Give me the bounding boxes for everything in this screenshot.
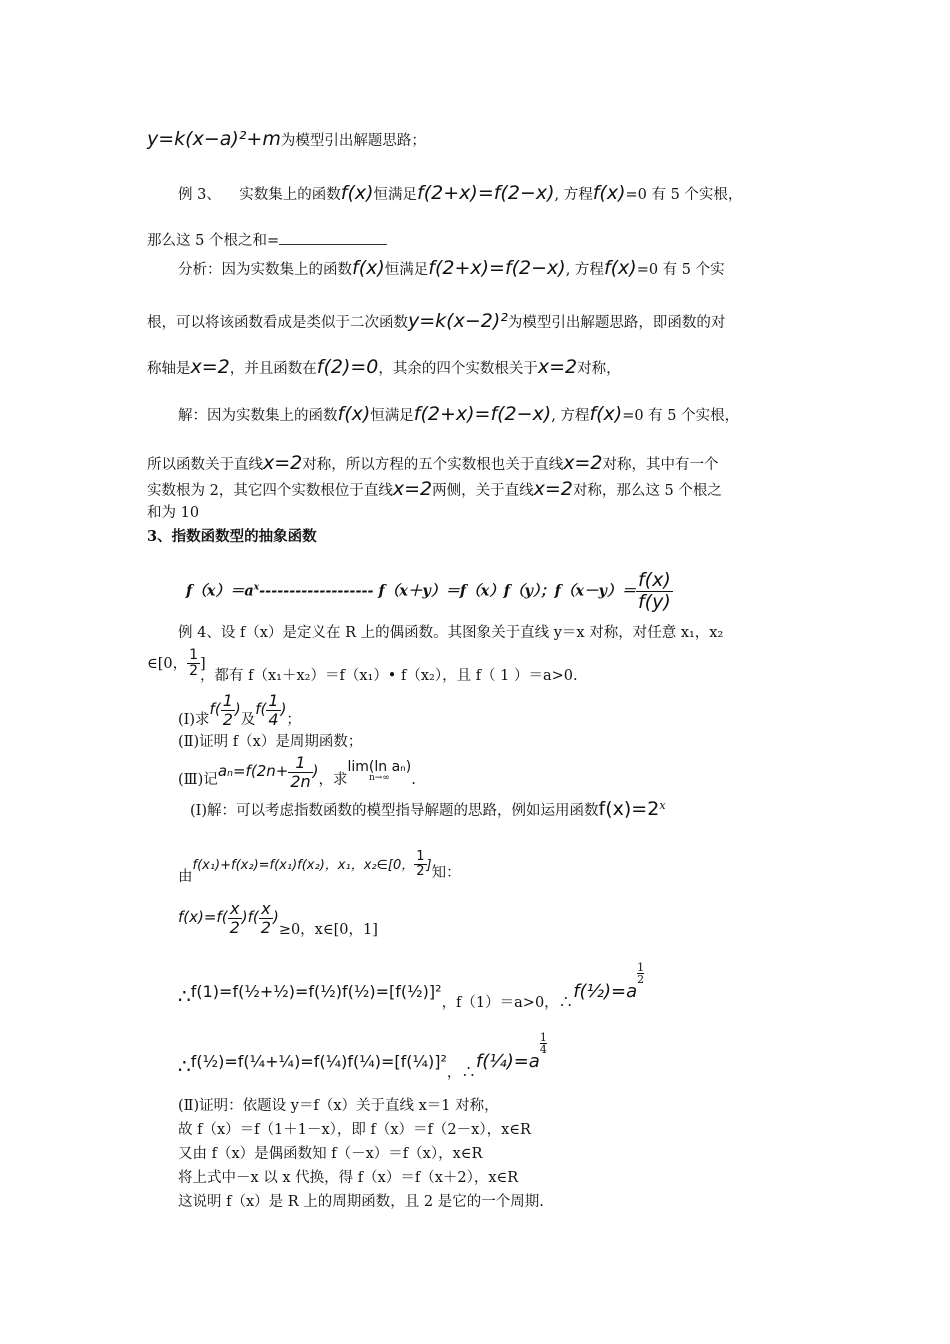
sol4-line-5 [178,1032,547,1082]
sol4-formula: f(½)=f(¼+¼)=f(¼)f(¼)=[f(¼)]² [190,1052,447,1071]
fraction-numerator: x [228,900,242,919]
fraction-denominator: 2 [637,973,645,986]
ex4-text: ； [286,712,301,729]
fraction-denominator: 2 [222,709,233,729]
proof-line-5: 这说明 f（x）是 R 上的周期函数，且 2 是它的一个周期. [178,1194,544,1210]
sol4-formula: ) [272,908,279,927]
limit-subscript: n→∞ [368,773,390,784]
fraction-numerator: f(x) [637,569,671,591]
proof-line-1: (Ⅱ)证明：依题设 y＝f（x）关于直线 x＝1 对称， [178,1098,499,1114]
sol4-text: 知： [431,864,461,881]
analysis-text: =0 有 5 个实 [636,262,725,278]
analysis-text: 为模型引出解题思路，即函数的对 [507,315,726,331]
ex4-line-1: 例 4、设 f（x）是定义在 R 上的偶函数。其图象关于直线 y＝x 对称，对任意 x₁，x₂ [178,625,724,641]
ex4-text: (Ⅰ)求 [178,712,210,729]
exp-formula-b: ------------------- f（x＋y）＝f（x）f（y）；f（x－y）＝ [259,582,636,600]
exp-formula-a: f（x）＝a [186,582,254,600]
solution-text: 所以函数关于直线 [147,457,263,473]
ex4-q1 [178,692,301,729]
fraction-denominator: 4 [539,1043,547,1056]
exp-formula-sup: x [253,582,260,593]
half-fraction [187,648,200,680]
q1-f: f( [255,700,267,719]
sol4-text: (Ⅰ)解：可以考虑指数函数的模型指导解题的思路，例如运用函数 [190,803,599,819]
ex4-text: (Ⅲ)记 [178,772,218,789]
sol4-formula: f(x)=2 [598,798,660,820]
ex4-text: ] [200,655,206,672]
sol4-text: ，f（1）＝a>0，∴ [441,995,574,1011]
proof-line-4: 将上式中－x 以 x 代换，得 f（x）＝f（x＋2），x∈R [178,1170,519,1186]
solution-formula: x=2 [563,452,603,474]
ex3-text: =0 有 5 个实根， [625,187,743,203]
exponent-half [637,962,644,985]
analysis-fx2: f(x) [603,257,637,279]
therefore-symbol: ∴ [178,1054,191,1078]
fraction-denominator: 2 [229,917,240,937]
solution-line-4 [147,505,199,522]
intro-text: 为模型引出解题思路； [280,133,426,149]
solution-text: 实数根为 2，其它四个实数根位于直线 [147,483,393,499]
ex4-line-2 [147,648,206,680]
sol4-formula: f(1)=f(½+½)=f(½)f(½)=[f(½)]² [190,982,442,1001]
q1-paren: ) [234,700,241,719]
ex3-line-1 [178,182,742,205]
ex4-line-3: ，都有 f（x₁＋x₂）＝f（x₁）• f（x₂），且 f（ 1 ）＝a>0. [200,668,578,684]
sol4-result: f(½)=a [573,981,638,1002]
solution-text: 两侧，关于直线 [432,483,534,499]
solution-fx2: f(x) [589,403,623,425]
ex4-text: 及 [240,712,256,729]
fraction-numerator: x [259,900,273,919]
analysis-text: 恒满足 [384,262,429,278]
fraction-numerator: 1 [222,691,233,710]
sol4-line-2 [178,850,461,886]
sol4-line-3 [178,900,378,939]
solution-formula: x=2 [263,452,303,474]
proof-line-3: 又由 f（x）是偶函数知 f（－x）＝f（x），x∈R [178,1146,483,1162]
solution-line-1 [178,403,739,426]
q3-paren: ) [312,762,319,781]
analysis-line-1 [178,257,725,280]
solution-text: 对称，其中有一个 [602,457,719,473]
analysis-line-3 [147,356,621,379]
ex3-text: 恒满足 [373,187,418,203]
ex4-text: ∈[0， [147,655,188,672]
answer-blank[interactable] [279,232,387,245]
solution-formula: x=2 [392,478,433,500]
proof-line-2: 故 f（x）＝f（1＋1－x），即 f（x）＝f（2－x），x∈R [178,1122,531,1138]
fraction-numerator: 1 [539,1031,547,1044]
fraction-denominator: 2 [416,864,425,880]
analysis-text: 称轴是 [147,361,191,377]
q1-fraction-2 [266,692,280,728]
q3-formula: aₙ=f(2n+ [217,762,289,781]
sol4-line-4 [178,962,644,1012]
sol4-formula: f(x)=f( [178,908,228,927]
fraction-denominator: f(y) [637,590,671,613]
section-heading: 3、指数函数型的抽象函数 [147,528,317,545]
solution-text: , 方程 [551,408,590,424]
solution-formula: x=2 [533,478,573,500]
analysis-line-2 [147,310,725,333]
ex4-text: ，求 [318,772,348,789]
sol4-formula: ] [426,857,432,873]
solution-text: 恒满足 [370,408,414,424]
intro-line [147,128,426,151]
solution-text: 对称，所以方程的五个实数根也关于直线 [302,457,564,473]
exponent-quarter [540,1032,547,1055]
sol4-formula: f(x₁)+f(x₂)=f(x₁)f(x₂)，x₁，x₂∈[0， [192,857,415,873]
solution-text: 和为 10 [147,505,200,521]
analysis-text: ，其余的四个实数根关于 [378,361,538,377]
q1-f: f( [209,700,221,719]
ex4-q2: (Ⅱ)证明 f（x）是周期函数； [178,734,363,750]
ex3-eq: f(2+x)=f(2−x) [417,182,555,204]
ex3-fx2: f(x) [592,182,626,204]
sol4-line-1 [190,798,666,821]
x-half-fraction [228,900,242,936]
ex3-text: 实数集上的函数 [239,187,341,203]
solution-text: 解：因为实数集上的函数 [178,408,338,424]
solution-line-3 [147,478,722,501]
analysis-formula: f(2)=0 [316,356,379,378]
sol4-text: ≥0，x∈[0，1] [278,922,378,939]
fraction-denominator: 2 [189,663,199,680]
analysis-fx: f(x) [352,257,385,279]
fraction-numerator: 1 [637,961,645,974]
analysis-eq: f(2+x)=f(2−x) [428,257,566,279]
ex3-fx: f(x) [340,182,374,204]
fraction-denominator: 4 [268,709,279,729]
ex3-line-2 [147,232,387,250]
ex4-q3 [178,754,416,790]
fraction-numerator: 1 [268,691,279,710]
therefore-symbol: ∴ [178,984,191,1008]
analysis-text: 分析：因为实数集上的函数 [178,262,352,278]
fraction-numerator: 1 [189,647,199,663]
q1-fraction-1 [221,692,235,728]
sol4-text: ，∴ [446,1065,476,1081]
ex3-question: 那么这 5 个根之和= [147,233,280,249]
solution-eq: f(2+x)=f(2−x) [413,403,552,425]
solution-line-2 [147,452,719,475]
limit-body: lim(ln aₙ) [347,759,412,776]
analysis-formula: x=2 [190,356,230,378]
analysis-text: 根，可以将该函数看成是类似于二次函数 [147,315,408,331]
sol4-result: f(¼)=a [475,1051,540,1072]
half-fraction [414,850,426,880]
x-half-fraction [259,900,273,936]
fraction-denominator: 2n [290,771,311,791]
analysis-formula: y=k(x−2)² [408,310,508,332]
sol4-sup: x [659,799,666,813]
fraction-numerator: 1 [288,754,312,773]
sol4-text: 由 [178,868,193,885]
ex3-text: , 方程 [554,187,593,203]
solution-text: 对称，那么这 5 个根之 [572,483,722,499]
exp-formula-line [186,570,673,613]
ex3-label: 例 3、 [178,187,221,203]
q1-paren: ) [280,700,287,719]
analysis-text: 对称， [577,361,621,377]
fraction-denominator: 2 [260,917,271,937]
solution-text: =0 有 5 个实根， [622,408,740,424]
intro-formula: y=k(x−a)²+m [147,128,281,150]
analysis-text: ，并且函数在 [229,361,317,377]
limit-expression [348,760,412,783]
fraction-numerator: 1 [416,849,425,864]
exp-formula-fraction [636,570,673,613]
solution-fx: f(x) [337,403,371,425]
analysis-formula: x=2 [537,356,578,378]
q3-fraction [288,754,312,790]
sol4-formula: )f( [241,908,259,927]
ex4-text: . [411,772,416,789]
analysis-text: , 方程 [565,262,604,278]
